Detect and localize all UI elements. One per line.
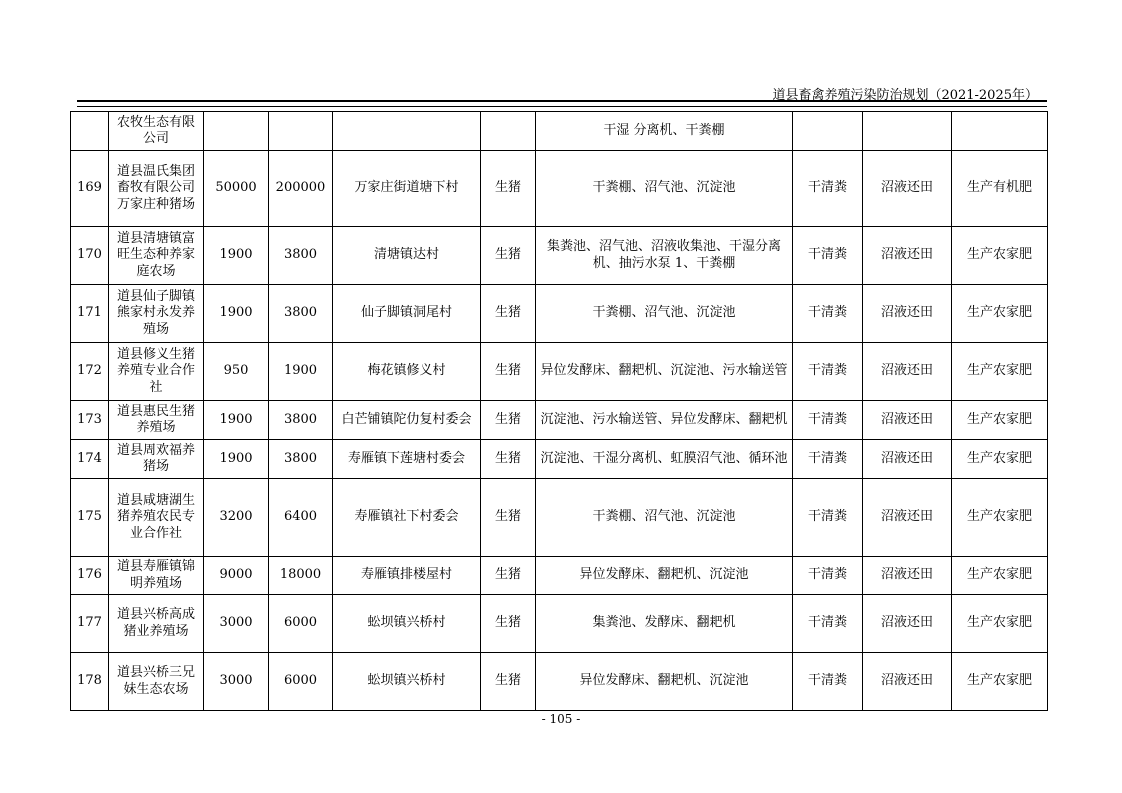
cell-livestock-type: 生猪 — [481, 343, 536, 401]
table-row — [71, 112, 1048, 151]
cell-stock-count: 3000 — [204, 653, 269, 711]
cell-stock-count: 1900 — [204, 440, 269, 479]
cell-manure-method: 干清粪 — [793, 557, 863, 595]
cell-output-count: 6400 — [269, 479, 333, 557]
cell-livestock-type: 生猪 — [481, 479, 536, 557]
cell-facilities: 异位发酵床、翻耙机、沉淀池 — [536, 557, 793, 595]
cell-product-use: 生产农家肥 — [952, 343, 1048, 401]
cell-output-count: 3800 — [269, 285, 333, 343]
table-row — [71, 595, 1048, 653]
cell-output-count: 200000 — [269, 151, 333, 227]
cell-facilities: 干粪棚、沼气池、沉淀池 — [536, 285, 793, 343]
cell-farm-name: 农牧生态有限公司 — [109, 112, 204, 151]
cell-farm-name: 道县修义生猪养殖专业合作社 — [109, 343, 204, 401]
cell-stock-count: 1900 — [204, 227, 269, 285]
cell-row-number: 171 — [71, 285, 109, 343]
cell-manure-method: 干清粪 — [793, 151, 863, 227]
cell-row-number: 178 — [71, 653, 109, 711]
cell-slurry-use: 沼液还田 — [863, 285, 952, 343]
table-row — [71, 557, 1048, 595]
cell-stock-count: 3200 — [204, 479, 269, 557]
cell-livestock-type: 生猪 — [481, 401, 536, 440]
cell-output-count: 3800 — [269, 440, 333, 479]
cell-farm-name: 道县惠民生猪养殖场 — [109, 401, 204, 440]
cell-product-use: 生产农家肥 — [952, 479, 1048, 557]
cell-output-count: 3800 — [269, 401, 333, 440]
cell-manure-method: 干清粪 — [793, 440, 863, 479]
document-header-title: 道县畜禽养殖污染防治规划（2021-2025年） — [772, 88, 1038, 103]
cell-slurry-use: 沼液还田 — [863, 151, 952, 227]
farm-table — [70, 111, 1048, 711]
table-row — [71, 343, 1048, 401]
cell-livestock-type: 生猪 — [481, 227, 536, 285]
cell-product-use: 生产农家肥 — [952, 595, 1048, 653]
cell-row-number — [71, 112, 109, 151]
table-row — [71, 285, 1048, 343]
cell-product-use: 生产农家肥 — [952, 285, 1048, 343]
cell-location: 蚣坝镇兴桥村 — [333, 653, 481, 711]
cell-livestock-type: 生猪 — [481, 151, 536, 227]
cell-row-number: 173 — [71, 401, 109, 440]
cell-row-number: 172 — [71, 343, 109, 401]
table-row — [71, 479, 1048, 557]
cell-location — [333, 112, 481, 151]
table-row — [71, 653, 1048, 711]
cell-output-count — [269, 112, 333, 151]
cell-facilities: 集粪池、发酵床、翻耙机 — [536, 595, 793, 653]
cell-slurry-use: 沼液还田 — [863, 440, 952, 479]
cell-facilities: 沉淀池、干湿分离机、虹膜沼气池、循环池 — [536, 440, 793, 479]
cell-facilities: 干湿 分离机、干粪棚 — [536, 112, 793, 151]
cell-location: 仙子脚镇洞尾村 — [333, 285, 481, 343]
cell-output-count: 1900 — [269, 343, 333, 401]
table-body — [71, 112, 1048, 711]
cell-stock-count: 1900 — [204, 285, 269, 343]
cell-slurry-use: 沼液还田 — [863, 343, 952, 401]
cell-row-number: 175 — [71, 479, 109, 557]
cell-facilities: 沉淀池、污水输送管、异位发酵床、翻耙机 — [536, 401, 793, 440]
cell-stock-count: 9000 — [204, 557, 269, 595]
cell-output-count: 18000 — [269, 557, 333, 595]
cell-manure-method: 干清粪 — [793, 595, 863, 653]
cell-slurry-use: 沼液还田 — [863, 227, 952, 285]
page-number: - 105 - — [541, 712, 581, 726]
cell-slurry-use: 沼液还田 — [863, 653, 952, 711]
cell-location: 寿雁镇社下村委会 — [333, 479, 481, 557]
cell-product-use: 生产农家肥 — [952, 401, 1048, 440]
cell-farm-name: 道县清塘镇富旺生态种养家庭农场 — [109, 227, 204, 285]
cell-livestock-type: 生猪 — [481, 440, 536, 479]
cell-slurry-use: 沼液还田 — [863, 479, 952, 557]
cell-output-count: 6000 — [269, 653, 333, 711]
cell-output-count: 6000 — [269, 595, 333, 653]
cell-manure-method: 干清粪 — [793, 479, 863, 557]
header-rule-thin — [77, 106, 1047, 107]
cell-livestock-type — [481, 112, 536, 151]
cell-manure-method: 干清粪 — [793, 401, 863, 440]
cell-stock-count — [204, 112, 269, 151]
cell-product-use: 生产农家肥 — [952, 227, 1048, 285]
cell-manure-method: 干清粪 — [793, 343, 863, 401]
cell-livestock-type: 生猪 — [481, 285, 536, 343]
cell-stock-count: 50000 — [204, 151, 269, 227]
cell-row-number: 174 — [71, 440, 109, 479]
cell-farm-name: 道县寿雁镇锦明养殖场 — [109, 557, 204, 595]
cell-farm-name: 道县温氏集团畜牧有限公司万家庄种猪场 — [109, 151, 204, 227]
cell-stock-count: 1900 — [204, 401, 269, 440]
cell-product-use: 生产农家肥 — [952, 557, 1048, 595]
table-row — [71, 401, 1048, 440]
cell-livestock-type: 生猪 — [481, 557, 536, 595]
cell-farm-name: 道县咸塘湖生猪养殖农民专业合作社 — [109, 479, 204, 557]
cell-slurry-use: 沼液还田 — [863, 557, 952, 595]
cell-manure-method: 干清粪 — [793, 653, 863, 711]
cell-row-number: 169 — [71, 151, 109, 227]
cell-slurry-use: 沼液还田 — [863, 401, 952, 440]
cell-livestock-type: 生猪 — [481, 653, 536, 711]
cell-facilities: 异位发酵床、翻耙机、沉淀池、污水输送管 — [536, 343, 793, 401]
cell-stock-count: 950 — [204, 343, 269, 401]
table-row — [71, 440, 1048, 479]
header-rule-thick — [77, 100, 1047, 102]
table-row — [71, 151, 1048, 227]
cell-location: 寿雁镇下莲塘村委会 — [333, 440, 481, 479]
cell-slurry-use — [863, 112, 952, 151]
cell-row-number: 170 — [71, 227, 109, 285]
cell-manure-method: 干清粪 — [793, 285, 863, 343]
cell-farm-name: 道县兴桥三兄妹生态农场 — [109, 653, 204, 711]
cell-farm-name: 道县兴桥高成猪业养殖场 — [109, 595, 204, 653]
cell-manure-method: 干清粪 — [793, 227, 863, 285]
cell-manure-method — [793, 112, 863, 151]
cell-facilities: 集粪池、沼气池、沼液收集池、干湿分离 机、抽污水泵 1、干粪棚 — [536, 227, 793, 285]
cell-location: 梅花镇修义村 — [333, 343, 481, 401]
cell-facilities: 异位发酵床、翻耙机、沉淀池 — [536, 653, 793, 711]
cell-livestock-type: 生猪 — [481, 595, 536, 653]
cell-farm-name: 道县仙子脚镇熊家村永发养殖场 — [109, 285, 204, 343]
cell-slurry-use: 沼液还田 — [863, 595, 952, 653]
cell-location: 蚣坝镇兴桥村 — [333, 595, 481, 653]
cell-product-use: 生产农家肥 — [952, 653, 1048, 711]
cell-stock-count: 3000 — [204, 595, 269, 653]
cell-facilities: 干粪棚、沼气池、沉淀池 — [536, 151, 793, 227]
cell-location: 白芒铺镇陀仂复村委会 — [333, 401, 481, 440]
table-row — [71, 227, 1048, 285]
cell-product-use: 生产农家肥 — [952, 440, 1048, 479]
cell-row-number: 176 — [71, 557, 109, 595]
cell-farm-name: 道县周欢福养猪场 — [109, 440, 204, 479]
cell-output-count: 3800 — [269, 227, 333, 285]
cell-location: 寿雁镇排楼屋村 — [333, 557, 481, 595]
cell-location: 万家庄街道塘下村 — [333, 151, 481, 227]
cell-product-use — [952, 112, 1048, 151]
cell-product-use: 生产有机肥 — [952, 151, 1048, 227]
cell-row-number: 177 — [71, 595, 109, 653]
cell-location: 清塘镇达村 — [333, 227, 481, 285]
cell-facilities: 干粪棚、沼气池、沉淀池 — [536, 479, 793, 557]
